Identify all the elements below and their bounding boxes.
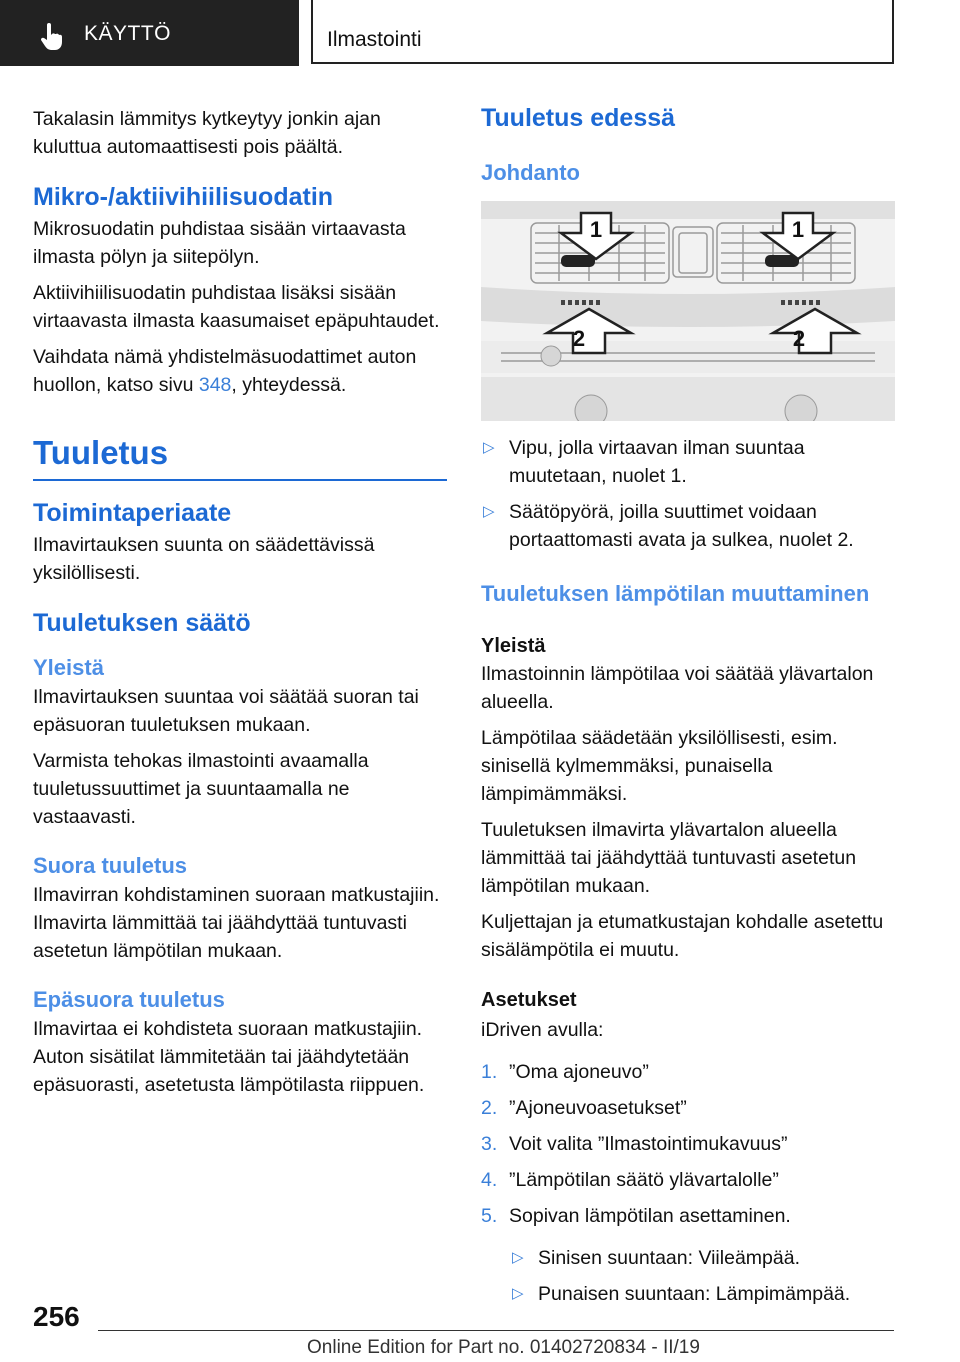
filter-paragraph-1: Mikrosuodatin puhdistaa sisään virtaavasta ilmasta pölyn ja siitepölyn.: [33, 218, 406, 268]
callout-label-1-left: 1: [589, 217, 603, 242]
principle-heading: Toimintaperiaate: [33, 499, 232, 527]
bullet-triangle-icon: ▷: [512, 1249, 524, 1266]
intro-paragraph: Takalasin lämmitys kytkeytyy jonkin ajan kuluttua automaattisesti pois päältä.: [33, 108, 381, 158]
adjust-heading: Tuuletuksen säätö: [33, 609, 251, 637]
step-item: [481, 1058, 897, 1086]
bullet-triangle-icon: ▷: [512, 1285, 524, 1302]
filter-p3-text: Vaihdata nämä yhdistelmäsuodattimet auton huollon, katso sivu: [33, 346, 417, 396]
bullet-text: Vipu, jolla virtaavan ilman suuntaa muutetaan, nuolet 1.: [509, 437, 805, 487]
sub-bullet-text: Sinisen suuntaan: Viileämpää.: [538, 1247, 800, 1269]
filter-paragraph-2: Aktiivihiilisuodatin puhdistaa lisäksi sisään virtaavasta ilmasta kaasumaiset epäpuhtaudet.: [33, 282, 440, 332]
step-number: 5.: [481, 1205, 498, 1227]
callout-label-1-right: 1: [791, 217, 805, 242]
bullet-triangle-icon: ▷: [483, 503, 495, 520]
vent-heading-block: [33, 433, 447, 481]
section-tab[interactable]: [0, 0, 299, 66]
temp-heading: Tuuletuksen lämpötilan muuttaminen: [481, 581, 870, 606]
step-text: ”Lämpötilan säätö ylävartalolle”: [509, 1169, 779, 1191]
section-label: KÄYTTÖ: [84, 22, 172, 45]
left-column: [33, 105, 447, 1099]
right-column-lower: [481, 434, 897, 1316]
step-item: [481, 1094, 897, 1122]
bullet-item: [481, 498, 897, 554]
settings-subheading: Asetukset: [481, 989, 577, 1011]
general-paragraph-2: Varmista tehokas ilmastointi avaamalla tuuletussuuttimet ja suuntaamalla ne vastaavasti.: [33, 750, 369, 828]
principle-paragraph: Ilmavirtauksen suunta on säädettävissä yksilöllisesti.: [33, 534, 375, 584]
general-heading: Yleistä: [33, 655, 104, 680]
step-text: Voit valita ”Ilmastointimukavuus”: [509, 1133, 788, 1155]
sub-bullet-item: [481, 1280, 897, 1308]
filter-paragraph-3: [33, 343, 447, 399]
bullet-text: Säätöpyörä, joilla suuttimet voidaan portaattomasti avata ja sulkea, nuolet 2.: [509, 501, 854, 551]
temp-paragraph-3: Tuuletuksen ilmavirta ylävartalon alueella lämmittää tai jäähdyttää tuntuvasti asetetun lämpötilan mukaan.: [481, 819, 857, 897]
temp-paragraph-2: Lämpötilaa säädetään yksilöllisesti, esim. sinisellä kylmemmäksi, punaisella lämpimämmäksi.: [481, 727, 838, 805]
settings-intro: iDriven avulla:: [481, 1019, 604, 1041]
step-number: 3.: [481, 1133, 498, 1155]
intro-heading: Johdanto: [481, 160, 580, 185]
footer-divider: [98, 1330, 894, 1331]
step-item: [481, 1166, 897, 1194]
filter-p3-tail: , yhteydessä.: [231, 374, 347, 396]
indirect-heading: Epäsuora tuuletus: [33, 987, 225, 1012]
step-number: 1.: [481, 1061, 498, 1083]
step-number: 2.: [481, 1097, 498, 1119]
step-item: [481, 1130, 897, 1158]
page-number: 256: [33, 1301, 80, 1332]
direct-paragraph: Ilmavirran kohdistaminen suoraan matkustajiin. Ilmavirta lämmittää tai jäähdyttää tuntuvasti asetetun lämpötilan mukaan.: [33, 884, 440, 962]
bullet-item: [481, 434, 897, 490]
vent-heading: Tuuletus: [33, 434, 169, 471]
hand-pointer-icon: [38, 22, 68, 52]
temp-paragraph-4: Kuljettajan ja etumatkustajan kohdalle asetettu sisälämpötila ei muutu.: [481, 911, 884, 961]
temp-paragraph-1: Ilmastoinnin lämpötilaa voi säätää ylävartalon alueella.: [481, 663, 874, 713]
sub-bullet-text: Punaisen suuntaan: Lämpimämpää.: [538, 1283, 851, 1305]
step-text: Sopivan lämpötilan asettaminen.: [509, 1205, 791, 1227]
indirect-paragraph: Ilmavirtaa ei kohdisteta suoraan matkustajiin. Auton sisätilat lämmitetään tai jäähdytetään epäsuorasti, asetetusta lämpötilasta riippuen.: [33, 1018, 425, 1096]
chapter-title: Ilmastointi: [327, 28, 422, 51]
general-paragraph-1: Ilmavirtauksen suuntaa voi säätää suoran tai epäsuoran tuuletuksen mukaan.: [33, 686, 419, 736]
general-subheading: Yleistä: [481, 635, 546, 657]
front-heading: Tuuletus edessä: [481, 104, 676, 132]
callout-label-2-left: 2: [572, 326, 586, 351]
bullet-triangle-icon: ▷: [483, 439, 495, 456]
step-number: 4.: [481, 1169, 498, 1191]
callout-label-2-right: 2: [792, 326, 806, 351]
air-vent-photo: [481, 201, 895, 421]
step-item: [481, 1202, 897, 1230]
step-text: ”Ajoneuvoasetukset”: [509, 1097, 687, 1119]
filter-heading: Mikro-/aktiivihiilisuodatin: [33, 183, 334, 211]
page-reference-link[interactable]: 348: [198, 374, 232, 396]
right-column: [481, 100, 897, 188]
chapter-tab[interactable]: [311, 0, 894, 64]
edition-note: Online Edition for Part no. 01402720834 - II/19: [307, 1337, 700, 1358]
direct-heading: Suora tuuletus: [33, 853, 188, 878]
step-text: ”Oma ajoneuvo”: [509, 1061, 649, 1083]
sub-bullet-item: [481, 1244, 897, 1272]
